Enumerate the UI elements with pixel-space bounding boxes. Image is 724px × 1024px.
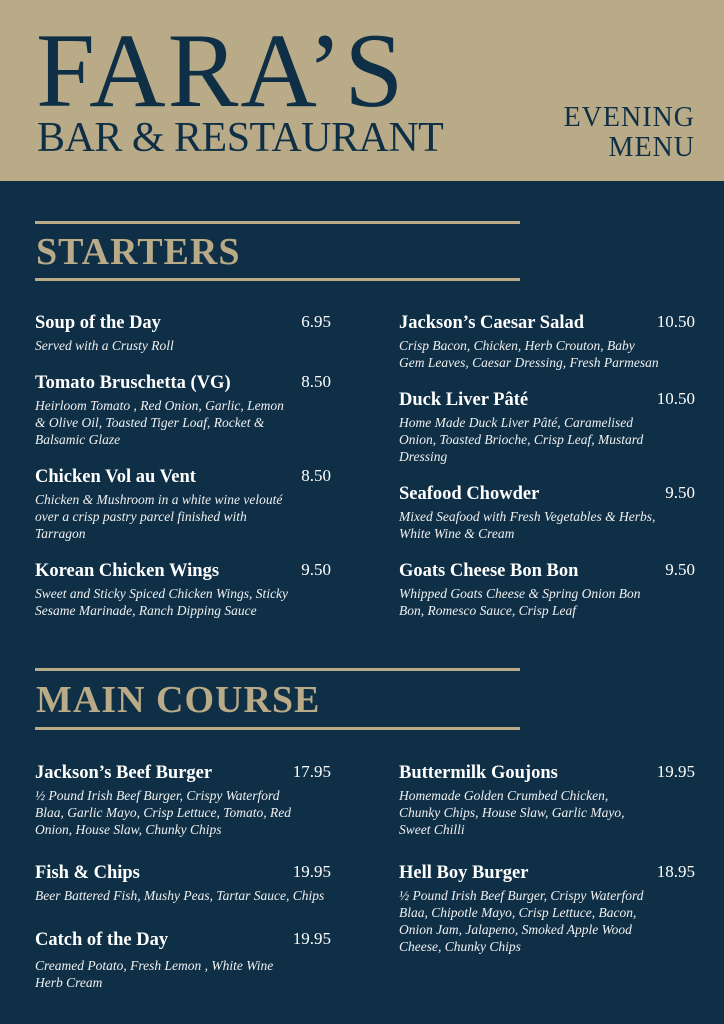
item-name: Buttermilk Goujons bbox=[399, 763, 558, 783]
menu-item bbox=[35, 929, 331, 991]
item-name: Tomato Bruschetta (VG) bbox=[35, 373, 231, 393]
item-description: Served with a Crusty Roll bbox=[35, 338, 174, 353]
menu-item bbox=[35, 762, 331, 838]
item-name: Seafood Chowder bbox=[399, 484, 540, 504]
item-price: 10.50 bbox=[656, 389, 695, 408]
item-description: Beer Battered Fish, Mushy Peas, Tartar Sauce, Chips bbox=[35, 888, 325, 903]
item-price: 17.95 bbox=[292, 762, 331, 781]
item-description: Whipped Goats Cheese & Spring Onion Bon Bon, Romesco Sauce, Crisp Leaf bbox=[399, 586, 641, 618]
brand-subtitle: BAR & RESTAURANT bbox=[37, 115, 444, 161]
item-price: 9.50 bbox=[665, 560, 695, 579]
menu-item bbox=[399, 862, 695, 955]
item-name: Korean Chicken Wings bbox=[35, 561, 220, 581]
item-price: 9.50 bbox=[301, 560, 331, 579]
menu-item bbox=[35, 312, 331, 354]
item-description: Creamed Potato, Fresh Lemon , White Wine Herb Cream bbox=[35, 958, 274, 990]
item-description: ½ Pound Irish Beef Burger, Crispy Waterford Blaa, Chipotle Mayo, Crisp Lettuce, Bacon, Onion Jam, Jalapeno, Smoked Apple Wood Cheese, Chunky Chips bbox=[399, 888, 644, 954]
item-description: Sweet and Sticky Spiced Chicken Wings, Sticky Sesame Marinade, Ranch Dipping Sauce bbox=[35, 586, 289, 618]
item-description: Chicken & Mushroom in a white wine velouté over a crisp pastry parcel finished with Tarragon bbox=[35, 492, 283, 541]
item-description: Crisp Bacon, Chicken, Herb Crouton, Baby Gem Leaves, Caesar Dressing, Fresh Parmesan bbox=[399, 338, 659, 370]
menu-item bbox=[35, 862, 331, 904]
item-description: ½ Pound Irish Beef Burger, Crispy Waterford Blaa, Garlic Mayo, Crisp Lettuce, Tomato, Red Onion, House Slaw, Chunky Chips bbox=[35, 788, 291, 837]
item-name: Soup of the Day bbox=[35, 313, 161, 333]
item-description: Mixed Seafood with Fresh Vegetables & Herbs, White Wine & Cream bbox=[399, 509, 656, 541]
menu-item bbox=[35, 466, 331, 542]
item-description: Homemade Golden Crumbed Chicken, Chunky Chips, House Slaw, Garlic Mayo, Sweet Chilli bbox=[399, 788, 625, 837]
menu-label bbox=[564, 103, 695, 163]
menu-item bbox=[399, 312, 695, 371]
divider bbox=[35, 727, 520, 730]
item-description: Heirloom Tomato , Red Onion, Garlic, Lemon & Olive Oil, Toasted Tiger Loaf, Rocket & Balsamic Glaze bbox=[35, 398, 284, 447]
brand-title: FARA’S bbox=[36, 12, 406, 129]
menu-item bbox=[399, 389, 695, 465]
menu-item bbox=[35, 560, 331, 619]
item-name: Jackson’s Caesar Salad bbox=[399, 313, 585, 333]
item-name: Hell Boy Burger bbox=[399, 863, 529, 883]
item-name: Chicken Vol au Vent bbox=[35, 467, 196, 487]
item-name: Fish & Chips bbox=[35, 863, 140, 883]
item-description: Home Made Duck Liver Pâté, Caramelised Onion, Toasted Brioche, Crisp Leaf, Mustard Dressing bbox=[399, 415, 644, 464]
menu-item bbox=[399, 762, 695, 838]
item-name: Duck Liver Pâté bbox=[399, 390, 529, 410]
item-price: 6.95 bbox=[301, 312, 331, 331]
divider bbox=[35, 668, 520, 671]
divider bbox=[35, 278, 520, 281]
item-name: Goats Cheese Bon Bon bbox=[399, 561, 579, 581]
item-price: 19.95 bbox=[656, 762, 695, 781]
item-price: 19.95 bbox=[292, 862, 331, 881]
item-name: Jackson’s Beef Burger bbox=[35, 763, 213, 783]
header-band bbox=[0, 0, 724, 181]
item-price: 10.50 bbox=[656, 312, 695, 331]
divider bbox=[35, 221, 520, 224]
item-price: 8.50 bbox=[301, 372, 331, 391]
menu-label-line1: EVENING bbox=[563, 102, 695, 133]
menu-item bbox=[399, 560, 695, 619]
item-price: 9.50 bbox=[665, 483, 695, 502]
menu-item bbox=[399, 483, 695, 542]
item-name: Catch of the Day bbox=[35, 930, 169, 950]
menu-item bbox=[35, 372, 331, 448]
item-price: 8.50 bbox=[301, 466, 331, 485]
item-price: 19.95 bbox=[292, 929, 331, 948]
menu-label-line2: MENU bbox=[608, 132, 695, 163]
section-title-mains: MAIN COURSE bbox=[36, 679, 321, 721]
item-price: 18.95 bbox=[656, 862, 695, 881]
section-title-starters: STARTERS bbox=[36, 231, 241, 273]
